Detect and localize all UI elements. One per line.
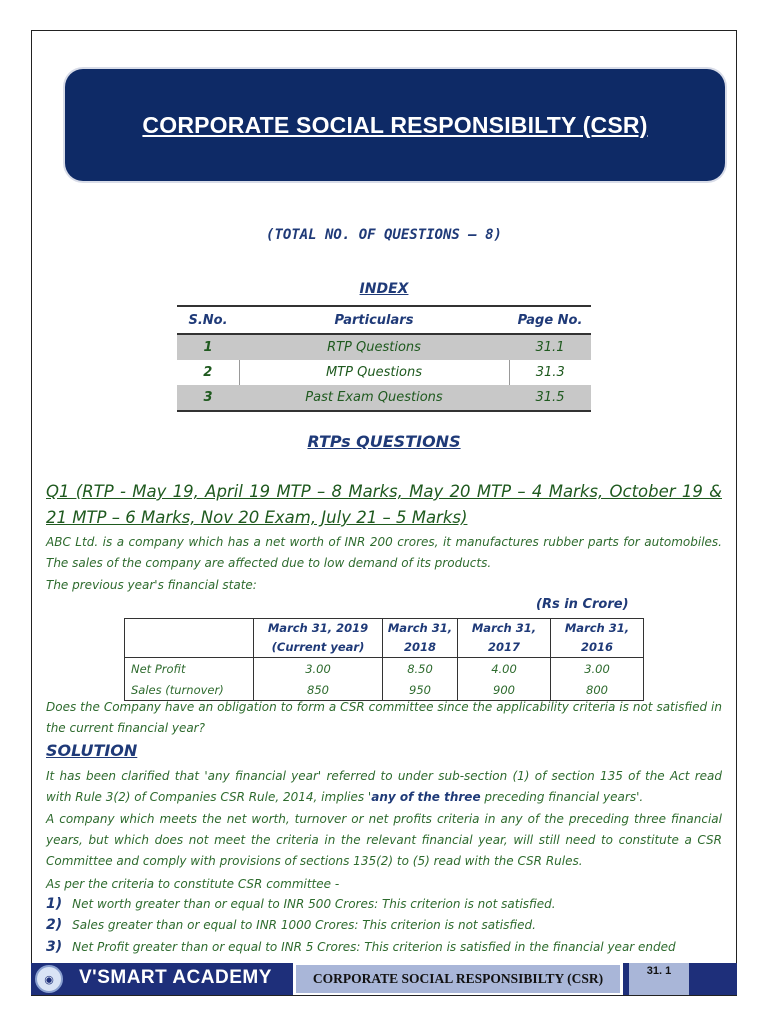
- fin-cell: 8.50: [383, 658, 458, 680]
- list-number: 3): [46, 939, 63, 955]
- footer-page-number: 31. 1: [629, 963, 689, 995]
- footer-brand: V'SMART ACADEMY: [79, 967, 272, 988]
- fin-cell: 3.00: [551, 658, 644, 680]
- index-header-row: [177, 306, 591, 334]
- index-col-page: Page No.: [509, 306, 591, 334]
- index-particulars: Past Exam Questions: [239, 385, 509, 411]
- list-text: Sales greater than or equal to INR 1000 Crores: This criterion is not satisfied.: [72, 918, 536, 932]
- footer-chapter-box: [293, 963, 623, 995]
- list-item: [46, 894, 722, 915]
- solution-para-3: As per the criteria to constitute CSR committee -: [46, 877, 340, 891]
- fin-cell: 3.00: [254, 658, 383, 680]
- table-row: [177, 385, 591, 411]
- footer: [31, 963, 737, 995]
- index-sno: 3: [177, 385, 239, 411]
- fin-cell: 4.00: [458, 658, 551, 680]
- index-particulars: RTP Questions: [239, 334, 509, 360]
- index-col-particulars: Particulars: [239, 306, 509, 334]
- list-text: Net Profit greater than or equal to INR 5 Crores: This criterion is satisfied in the financial year ended: [72, 940, 676, 954]
- previous-state-label: The previous year's financial state:: [46, 578, 257, 592]
- solution-para-2: A company which meets the net worth, turnover or net profits criteria in any of the preceding three financial years, but which does not meet the criteria in the relevant financial year, will still need to constitute a CSR Committee and comply with provisions of sections 135(2) to (5) read with the CSR Rules.: [46, 812, 722, 868]
- financial-header-row: [125, 619, 644, 658]
- page-title: CORPORATE SOCIAL RESPONSIBILTY (CSR): [142, 111, 648, 138]
- fin-cell: 800: [551, 679, 644, 701]
- solution-para-1-bold: any of the three: [371, 790, 481, 804]
- list-number: 1): [46, 896, 63, 912]
- solution-para-1-b: preceding financial years'.: [480, 790, 644, 804]
- fin-row-label: Net Profit: [125, 658, 254, 680]
- financial-table: [124, 618, 644, 701]
- index-page: 31.3: [509, 360, 591, 385]
- index-page: 31.1: [509, 334, 591, 360]
- solution-para-1-a: It has been clarified that 'any financial year' referred to under sub-section (1) of section 135 of the Act read with Rule 3(2) of Companies CSR Rule, 2014, implies ': [46, 769, 722, 804]
- table-row: [177, 334, 591, 360]
- list-text: Net worth greater than or equal to INR 500 Crores: This criterion is not satisfied.: [72, 897, 556, 911]
- question-intro: ABC Ltd. is a company which has a net worth of INR 200 crores, it manufactures rubber parts for automobiles. The sales of the company are affected due to low demand of its products.: [46, 535, 722, 570]
- index-table: [177, 305, 591, 412]
- fin-col-2017: March 31, 2017: [458, 619, 551, 658]
- fin-col-blank: [125, 619, 254, 658]
- title-banner: [65, 69, 725, 181]
- fin-col-2019: March 31, 2019 (Current year): [254, 619, 383, 658]
- rtp-heading: RTPs QUESTIONS: [307, 432, 461, 451]
- solution-heading: SOLUTION: [46, 741, 138, 760]
- academy-logo-icon: ◉: [35, 965, 63, 993]
- index-particulars: MTP Questions: [239, 360, 509, 385]
- table-row: [125, 658, 644, 680]
- solution-para-1: [46, 766, 722, 808]
- list-item: [46, 915, 722, 936]
- question-text: Does the Company have an obligation to form a CSR committee since the applicability criteria is not satisfied in the current financial year?: [46, 700, 722, 735]
- index-col-sno: S.No.: [177, 306, 239, 334]
- unit-label: (Rs in Crore): [536, 597, 629, 612]
- total-questions: (TOTAL NO. OF QUESTIONS – 8): [265, 227, 502, 243]
- fin-cell: 950: [383, 679, 458, 701]
- fin-cell: 900: [458, 679, 551, 701]
- index-page: 31.5: [509, 385, 591, 411]
- fin-row-label: Sales (turnover): [125, 679, 254, 701]
- index-heading: INDEX: [359, 281, 409, 297]
- fin-col-2018: March 31, 2018: [383, 619, 458, 658]
- question-title: Q1 (RTP - May 19, April 19 MTP – 8 Marks, May 20 MTP – 4 Marks, October 19 & 21 MTP – 6 Marks, Nov 20 Exam, July 21 – 5 Marks): [46, 482, 722, 527]
- index-sno: 1: [177, 334, 239, 360]
- footer-chapter: CORPORATE SOCIAL RESPONSIBILTY (CSR): [296, 965, 620, 993]
- table-row: [177, 360, 591, 385]
- list-item: [46, 937, 722, 958]
- fin-col-2016: March 31, 2016: [551, 619, 644, 658]
- index-sno: 2: [177, 360, 239, 385]
- fin-cell: 850: [254, 679, 383, 701]
- list-number: 2): [46, 917, 63, 933]
